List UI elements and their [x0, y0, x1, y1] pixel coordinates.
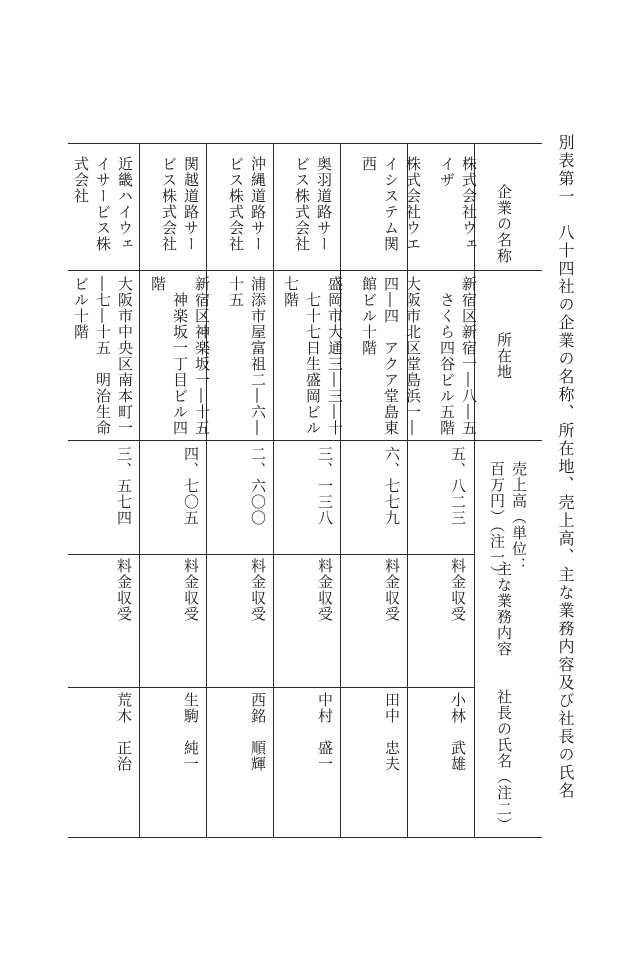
- column-divider: [273, 144, 274, 837]
- row-1-address: 新宿区新宿一―八―五 さくら四谷ビル五階: [438, 276, 478, 436]
- header-business: 主な業務内容: [495, 561, 513, 657]
- row-5-sales: 四、七〇五: [182, 446, 200, 526]
- row-1-sales: 五、八二三: [449, 446, 467, 526]
- company-table: [68, 143, 542, 838]
- column-divider: [139, 144, 140, 837]
- row-4-sales: 二、六〇〇: [249, 446, 267, 526]
- row-3-name: 奥羽道路サー ビス株式会社: [293, 156, 333, 252]
- header-name: 企業の名称: [495, 184, 513, 264]
- row-6-name: 近畿ハイウェ イサービス株 式会社: [72, 156, 134, 252]
- field-divider: [68, 440, 542, 441]
- row-6-address: 大阪市中央区南本町一 ―七―十五 明治生命 ビル十階: [72, 276, 134, 436]
- row-6-president: 荒木 正治: [115, 692, 133, 772]
- row-5-name: 関越道路サー ビス株式会社: [160, 156, 200, 252]
- row-3-business: 料金収受: [316, 558, 334, 622]
- row-3-president: 中村 盛一: [316, 692, 334, 772]
- row-3-address: 盛岡市大通三―三―十 七十七日生盛岡ビル 七階: [282, 276, 344, 436]
- row-1-name: 株式会社ウェ イザ: [438, 156, 478, 252]
- row-2-sales: 六、七七九: [383, 446, 401, 526]
- row-1-business: 料金収受: [449, 558, 467, 622]
- header-address: 所在地: [495, 332, 513, 380]
- column-divider: [340, 144, 341, 837]
- row-3-sales: 三、一三八: [316, 446, 334, 526]
- row-5-business: 料金収受: [182, 558, 200, 622]
- field-divider: [68, 687, 474, 688]
- header-sales: 売上高（単位： 百万円）（注一）: [488, 461, 528, 582]
- row-6-business: 料金収受: [115, 558, 133, 622]
- row-5-president: 生駒 純一: [182, 692, 200, 772]
- row-4-address: 浦添市屋富祖二―六― 十五: [227, 276, 267, 436]
- row-4-name: 沖縄道路サー ビス株式会社: [227, 156, 267, 252]
- row-2-name: 株式会社ウエ イシステム関 西: [360, 156, 422, 252]
- row-2-address: 大阪市北区堂島浜一― 四―四 アクア堂島東 館ビル十階: [360, 276, 422, 436]
- row-6-sales: 三、五七四: [115, 446, 133, 526]
- row-2-business: 料金収受: [383, 558, 401, 622]
- row-4-president: 西銘 順輝: [249, 692, 267, 772]
- row-4-business: 料金収受: [249, 558, 267, 622]
- document-title: 別表第一 八十四社の企業の名称、所在地、売上高、主な業務内容及び社長の氏名: [556, 134, 575, 800]
- column-divider: [206, 144, 207, 837]
- row-2-president: 田中 忠夫: [383, 692, 401, 772]
- field-divider: [68, 270, 542, 271]
- header-president: 社長の氏名（注二）: [495, 689, 513, 833]
- row-5-address: 新宿区神楽坂一―十五 神楽坂一丁目ビル四 階: [149, 276, 211, 436]
- row-1-president: 小林 武雄: [449, 692, 467, 772]
- field-divider: [68, 554, 474, 555]
